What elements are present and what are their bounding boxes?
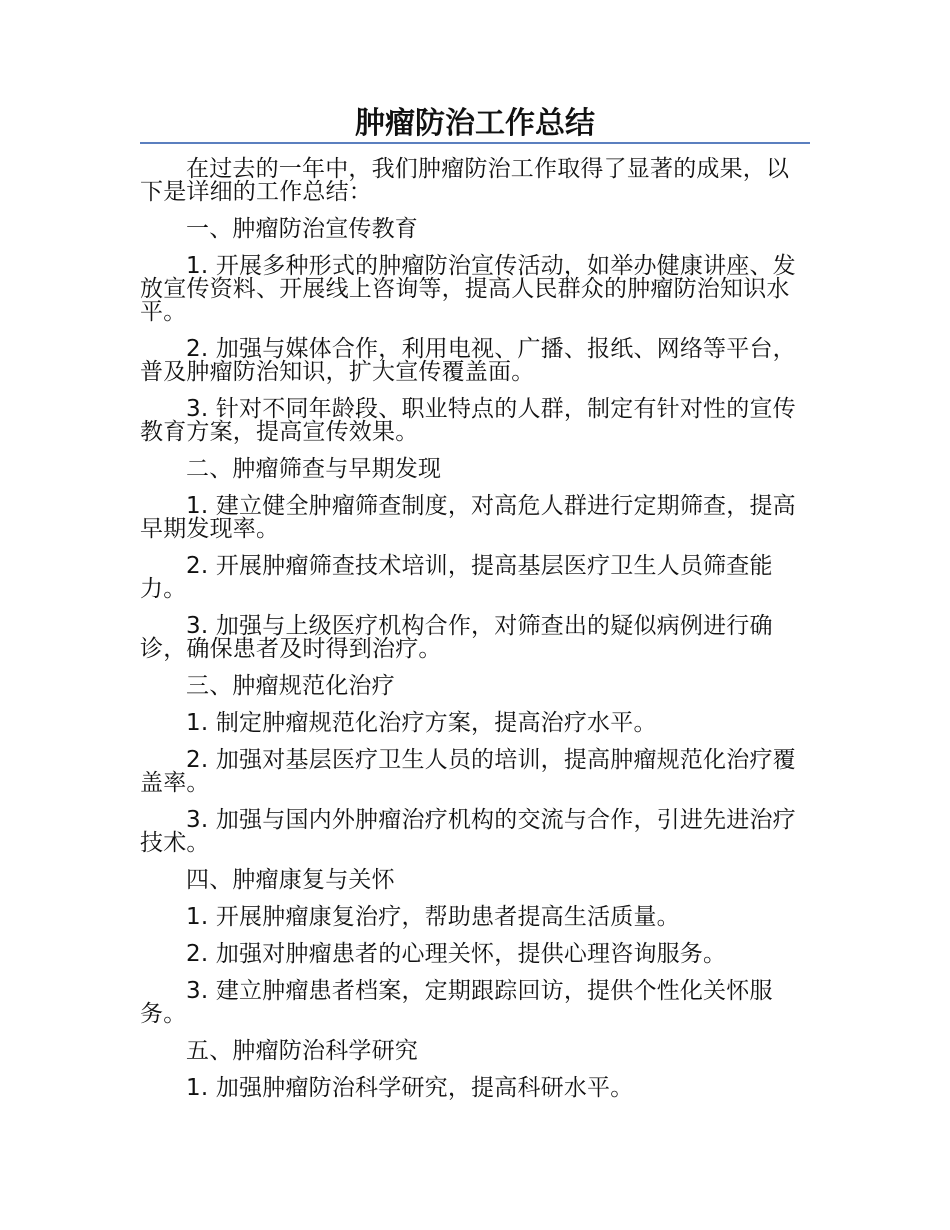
section-heading-4: 四、肿瘤康复与关怀: [186, 867, 395, 893]
section-2-item-1: 1. 建立健全肿瘤筛查制度，对高危人群进行定期筛查，提高早期发现率。: [140, 493, 796, 542]
intro-paragraph: 在过去的一年中，我们肿瘤防治工作取得了显著的成果，以下是详细的工作总结：: [140, 156, 790, 205]
section-heading-5: 五、肿瘤防治科学研究: [186, 1038, 418, 1064]
section-4-item-1: 1. 开展肿瘤康复治疗，帮助患者提高生活质量。: [186, 904, 680, 930]
section-3-item-2: 2. 加强对基层医疗卫生人员的培训，提高肿瘤规范化治疗覆盖率。: [140, 747, 796, 796]
section-heading-1: 一、肿瘤防治宣传教育: [186, 216, 418, 242]
section-5-item-1: 1. 加强肿瘤防治科学研究，提高科研水平。: [186, 1075, 634, 1101]
section-3-item-3: 3. 加强与国内外肿瘤治疗机构的交流与合作，引进先进治疗技术。: [140, 807, 796, 856]
section-2-item-3: 3. 加强与上级医疗机构合作，对筛查出的疑似病例进行确诊，确保患者及时得到治疗。: [140, 613, 773, 662]
section-1-item-3: 3. 针对不同年龄段、职业特点的人群，制定有针对性的宣传教育方案，提高宣传效果。: [140, 396, 796, 445]
section-1-item-1: 1. 开展多种形式的肿瘤防治宣传活动，如举办健康讲座、发放宣传资料、开展线上咨询等，提高人民群众的肿瘤防治知识水平。: [140, 253, 796, 325]
page-title: 肿瘤防治工作总结: [355, 106, 595, 141]
section-4-item-2: 2. 加强对肿瘤患者的心理关怀，提供心理咨询服务。: [186, 941, 727, 967]
section-heading-3: 三、肿瘤规范化治疗: [186, 673, 395, 699]
section-heading-2: 二、肿瘤筛查与早期发现: [186, 456, 442, 482]
document-body: [140, 158, 810, 1114]
section-1-item-2: 2. 加强与媒体合作，利用电视、广播、报纸、网络等平台，普及肿瘤防治知识，扩大宣传覆盖面。: [140, 336, 796, 385]
section-3-item-1: 1. 制定肿瘤规范化治疗方案，提高治疗水平。: [186, 710, 657, 736]
section-4-item-3: 3. 建立肿瘤患者档案，定期跟踪回访，提供个性化关怀服务。: [140, 978, 773, 1027]
title-section: [140, 104, 810, 144]
section-2-item-2: 2. 开展肿瘤筛查技术培训，提高基层医疗卫生人员筛查能力。: [140, 553, 773, 602]
